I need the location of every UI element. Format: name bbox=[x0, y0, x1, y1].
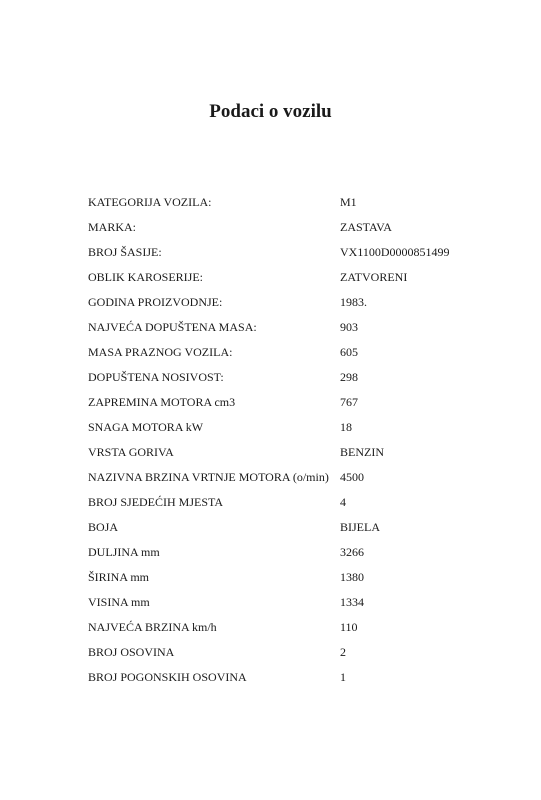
row-value: 1 bbox=[340, 670, 346, 684]
table-row bbox=[88, 290, 508, 315]
row-value: VX1100D0000851499 bbox=[340, 245, 450, 259]
row-label: BROJ ŠASIJE: bbox=[88, 245, 162, 259]
row-label: VISINA mm bbox=[88, 595, 150, 609]
row-label: ŠIRINA mm bbox=[88, 570, 150, 584]
row-value: ZASTAVA bbox=[340, 220, 392, 234]
table-row bbox=[88, 215, 508, 240]
row-label: DOPUŠTENA NOSIVOST: bbox=[88, 370, 224, 384]
row-label: DULJINA mm bbox=[88, 545, 160, 559]
table-row bbox=[88, 265, 508, 290]
row-label: MASA PRAZNOG VOZILA: bbox=[88, 345, 233, 359]
row-value: 4500 bbox=[340, 470, 364, 484]
vehicle-data-table bbox=[88, 190, 508, 690]
row-label: GODINA PROIZVODNJE: bbox=[88, 295, 223, 309]
row-value: 18 bbox=[340, 420, 352, 434]
row-label: KATEGORIJA VOZILA: bbox=[88, 195, 212, 209]
table-row bbox=[88, 490, 508, 515]
table-row bbox=[88, 365, 508, 390]
table-row bbox=[88, 415, 508, 440]
table-row bbox=[88, 240, 508, 265]
row-value: 3266 bbox=[340, 545, 364, 559]
row-label: NAJVEĆA BRZINA km/h bbox=[88, 620, 217, 634]
row-value: 903 bbox=[340, 320, 358, 334]
row-value: 605 bbox=[340, 345, 358, 359]
row-value: 1334 bbox=[340, 595, 364, 609]
table-row bbox=[88, 515, 508, 540]
row-value: 2 bbox=[340, 645, 346, 659]
row-value: BENZIN bbox=[340, 445, 384, 459]
table-row bbox=[88, 565, 508, 590]
row-label: SNAGA MOTORA kW bbox=[88, 420, 204, 434]
table-row bbox=[88, 540, 508, 565]
table-row bbox=[88, 390, 508, 415]
row-label: OBLIK KAROSERIJE: bbox=[88, 270, 204, 284]
page-title: Podaci o vozilu bbox=[209, 100, 332, 122]
row-value: 298 bbox=[340, 370, 358, 384]
table-row bbox=[88, 665, 508, 690]
row-label: BROJ OSOVINA bbox=[88, 645, 175, 659]
table-row bbox=[88, 590, 508, 615]
row-label: BROJ SJEDEĆIH MJESTA bbox=[88, 495, 224, 509]
row-value: 767 bbox=[340, 395, 358, 409]
table-row bbox=[88, 440, 508, 465]
row-value: 4 bbox=[340, 495, 346, 509]
row-label: MARKA: bbox=[88, 220, 137, 234]
table-row bbox=[88, 190, 508, 215]
row-value: 110 bbox=[340, 620, 358, 634]
row-value: ZATVORENI bbox=[340, 270, 408, 284]
row-label: BOJA bbox=[88, 520, 119, 534]
table-row bbox=[88, 640, 508, 665]
row-label: VRSTA GORIVA bbox=[88, 445, 174, 459]
row-label: NAJVEĆA DOPUŠTENA MASA: bbox=[88, 320, 257, 334]
table-row bbox=[88, 315, 508, 340]
row-value: 1983. bbox=[340, 295, 367, 309]
table-row bbox=[88, 340, 508, 365]
row-value: BIJELA bbox=[340, 520, 380, 534]
row-label: NAZIVNA BRZINA VRTNJE MOTORA (o/min) bbox=[88, 470, 329, 484]
table-row bbox=[88, 465, 508, 490]
row-value: M1 bbox=[340, 195, 357, 209]
row-label: ZAPREMINA MOTORA cm3 bbox=[88, 395, 236, 409]
row-label: BROJ POGONSKIH OSOVINA bbox=[88, 670, 247, 684]
row-value: 1380 bbox=[340, 570, 364, 584]
table-row bbox=[88, 615, 508, 640]
